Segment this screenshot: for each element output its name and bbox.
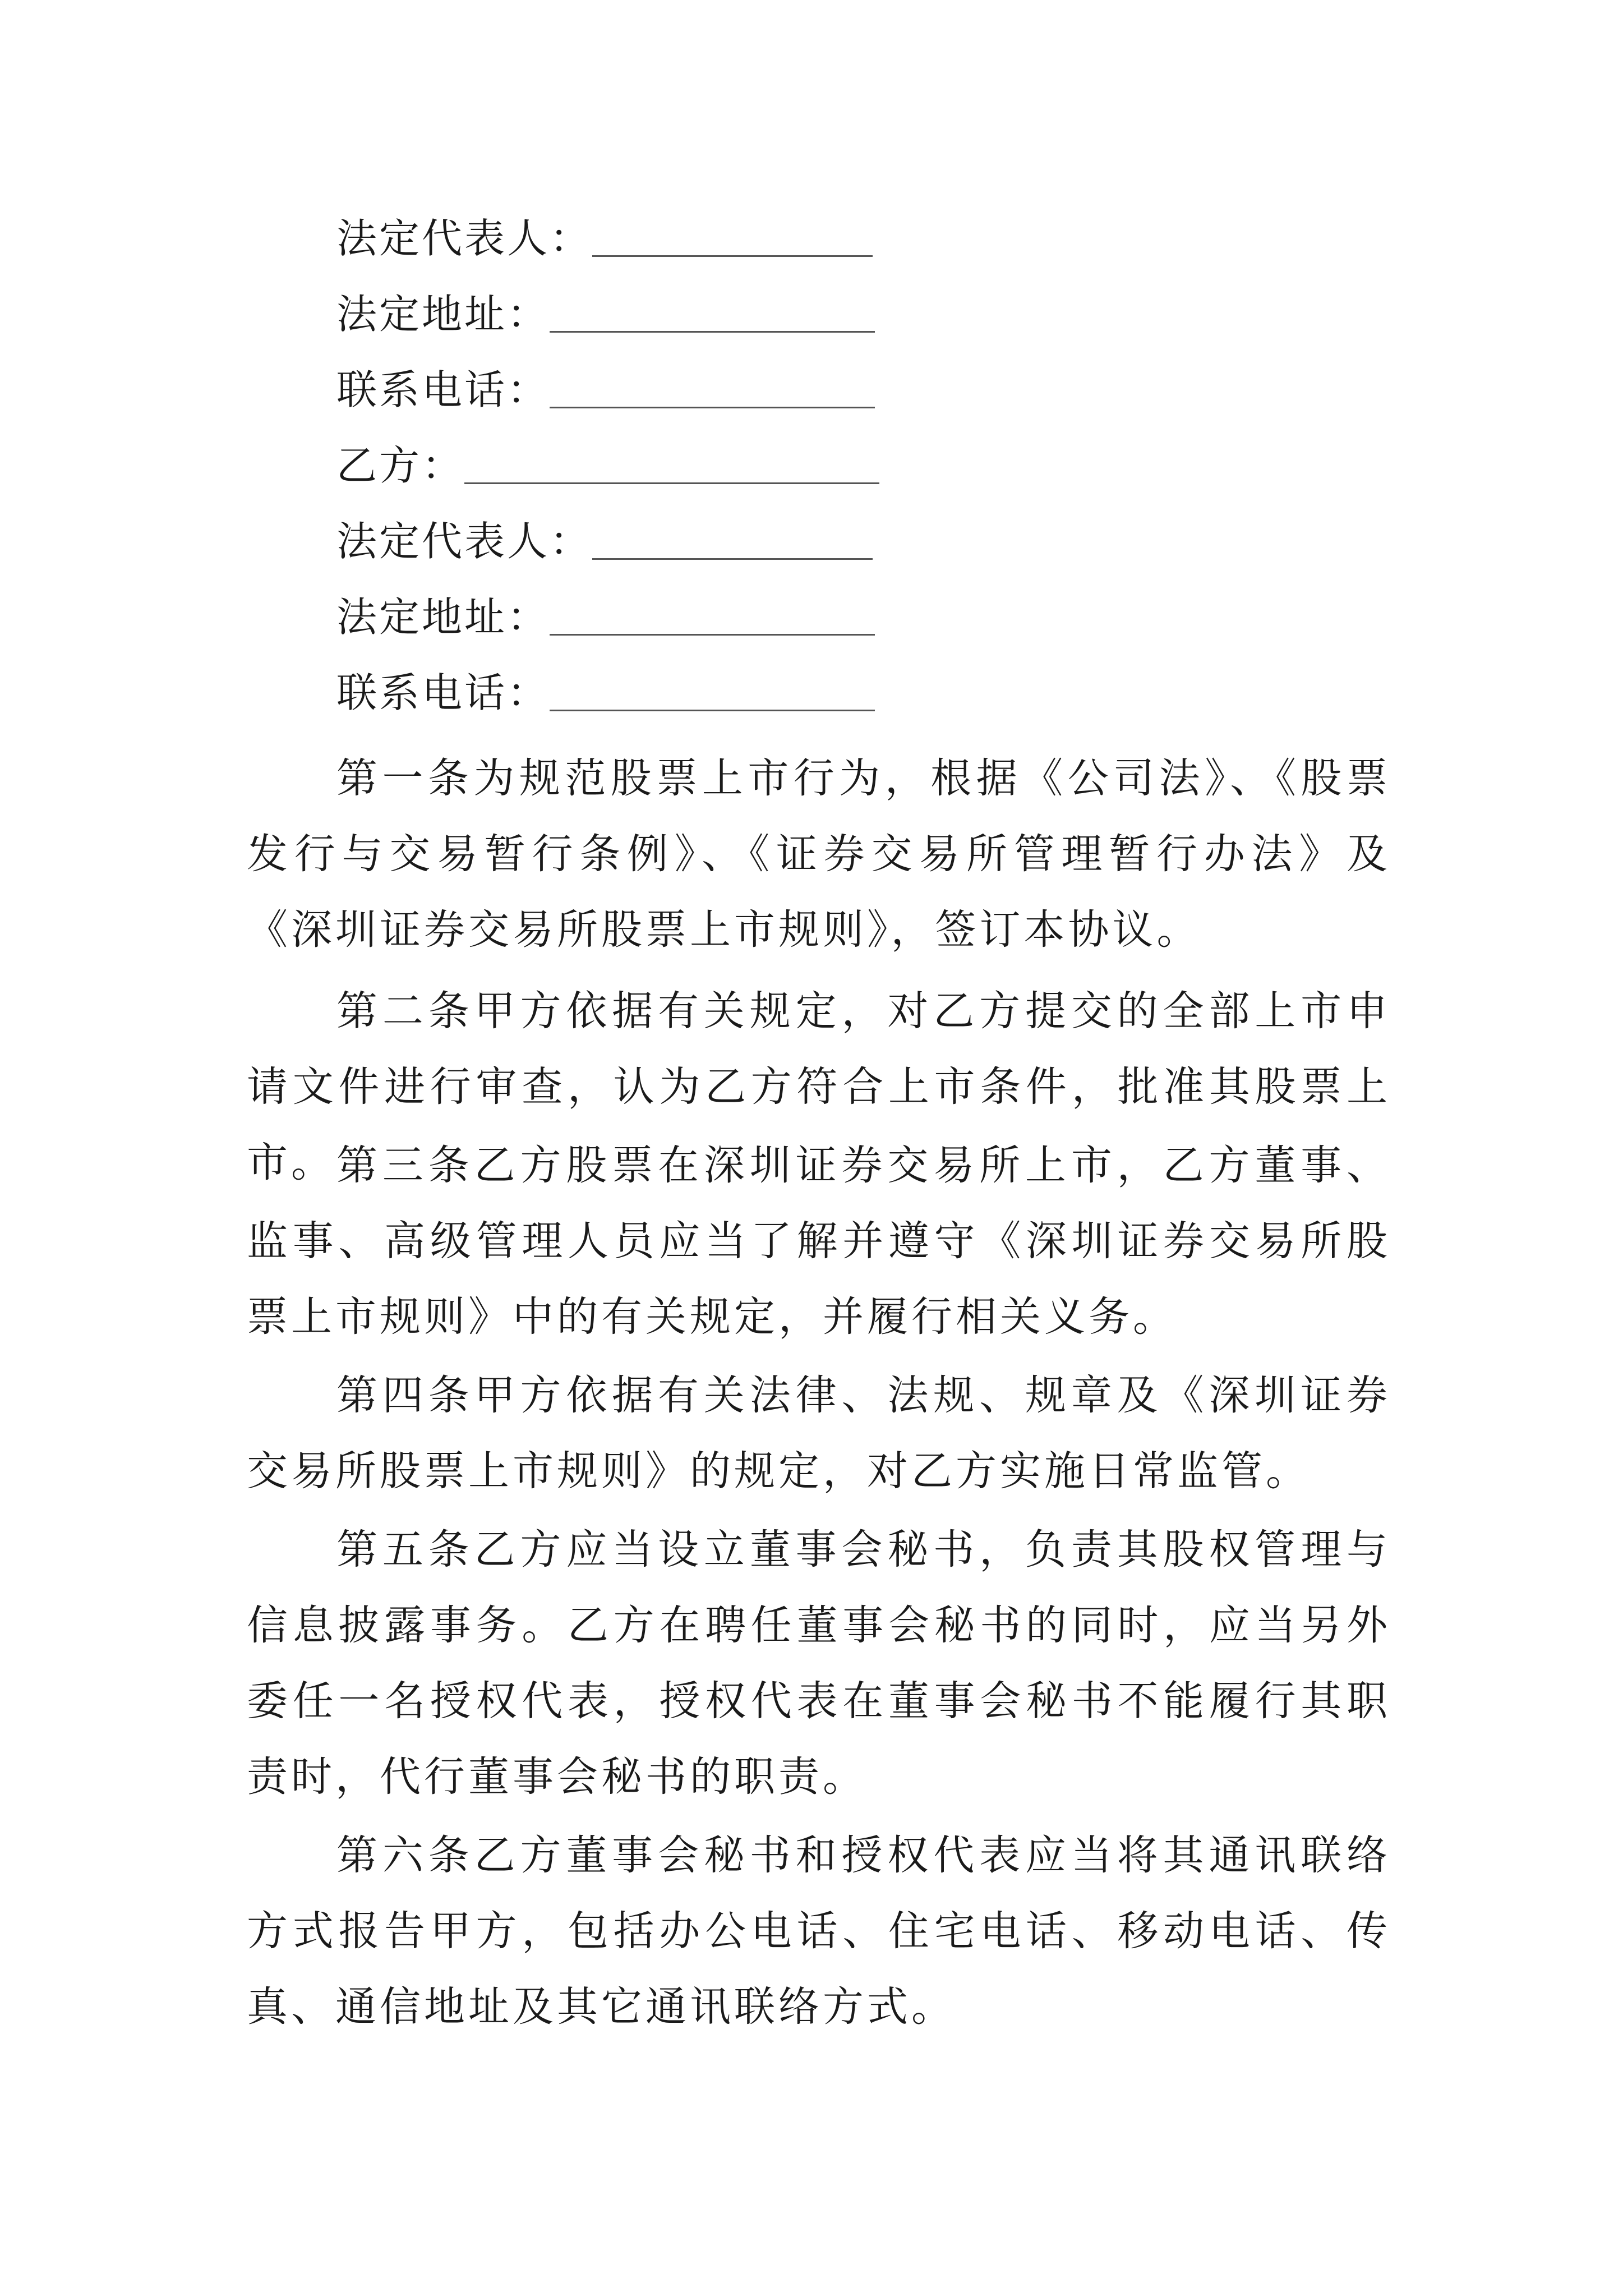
party-b-legal-representative-field [336,510,873,572]
blank-line [464,443,879,484]
article-1: 第一条为规范股票上市行为，根据《公司法》、《股票发行与交易暂行条例》、《证券交易所管理暂行办法》及《深圳证券交易所股票上市规则》，签订本协议。 [247,754,1391,954]
article-4: 第四条甲方依据有关法律、法规、规章及《深圳证券交易所股票上市规则》的规定，对乙方实施日常监管。 [247,1372,1391,1495]
party-b-field [336,435,879,496]
article-6: 第六条乙方董事会秘书和授权代表应当将其通讯联络方式报告甲方，包括办公电话、住宅电话、移动电话、传真、通信地址及其它通讯联络方式。 [247,1832,1391,2031]
blank-line [592,519,873,560]
party-b-legal-address-field [336,586,875,648]
field-label: 法定代表人： [336,518,593,565]
blank-line [592,216,873,257]
party-a-legal-address-field [336,283,875,345]
field-label: 法定地址： [336,291,550,338]
field-label: 联系电话： [336,366,550,413]
field-label: 乙方： [336,442,465,489]
field-label: 法定代表人： [336,215,593,262]
blank-line [550,670,875,711]
field-label: 法定地址： [336,593,550,641]
blank-line [550,595,875,636]
blank-line [550,367,875,408]
party-a-legal-representative-field [336,208,873,269]
article-3: 第三条乙方股票在深圳证券交易所上市，乙方董事、监事、高级管理人员应当了解并遵守《深圳证券交易所股票上市规则》中的有关规定，并履行相关义务。 [247,1142,1391,1341]
article-5: 第五条乙方应当设立董事会秘书，负责其股权管理与信息披露事务。乙方在聘任董事会秘书的同时，应当另外委任一名授权代表，授权代表在董事会秘书不能履行其职责时，代行董事会秘书的职责。 [247,1526,1391,1801]
party-b-phone-field [336,662,875,724]
article-2: 第二条甲方依据有关规定，对乙方提交的全部上市申请文件进行审查，认为乙方符合上市条件，批准其股票上市。 [247,987,1391,1186]
party-a-phone-field [336,359,875,421]
field-label: 联系电话： [336,669,550,716]
blank-line [550,292,875,333]
